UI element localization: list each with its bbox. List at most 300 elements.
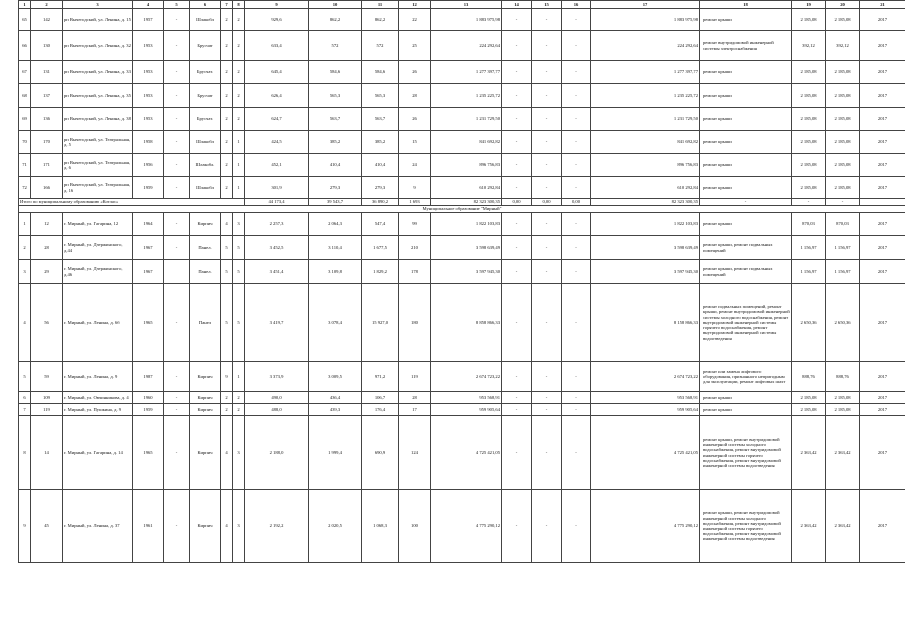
address-cell: рп Вычегодский, ул. Театральная, д. 6	[63, 154, 133, 177]
max-unit-cost-cell: 2 363,42	[826, 490, 860, 563]
year-cell: 2017	[860, 392, 905, 404]
column-number: 10	[309, 1, 362, 9]
wall-material-cell: Панел.	[190, 236, 221, 260]
address-cell: рп Вычегодский, ул. Ленина, д. 33	[63, 61, 133, 84]
wall-material-cell: Шлакобл	[190, 9, 221, 31]
col16-cell: -	[562, 392, 591, 404]
total-area-cell: 645,4	[245, 61, 309, 84]
max-unit-cost-cell: 2 650,36	[826, 284, 860, 362]
col14-cell: -	[502, 213, 532, 236]
col5-cell: -	[164, 213, 190, 236]
total-cost-cell: 1 822 103,83	[431, 213, 502, 236]
residents-cell: 99	[399, 213, 431, 236]
col16-cell: -	[562, 154, 591, 177]
max-unit-cost-cell: 392,12	[826, 31, 860, 61]
nonresidential-area-cell: 572	[362, 31, 399, 61]
living-area-cell: 279,3	[309, 177, 362, 199]
nonresidential-area-cell: 385,2	[362, 131, 399, 154]
nonresidential-area-cell: 279,3	[362, 177, 399, 199]
year-cell: 2017	[860, 362, 905, 392]
total-area-cell: 3 419,7	[245, 284, 309, 362]
col16-cell: -	[562, 31, 591, 61]
max-unit-cost-cell: 1 156,97	[826, 236, 860, 260]
total-area-cell: 929,6	[245, 9, 309, 31]
col5-cell	[164, 260, 190, 284]
column-number: 19	[792, 1, 826, 9]
build-year-cell: 1965	[133, 284, 164, 362]
wall-material-cell: Кирпич	[190, 362, 221, 392]
unit-cost-cell: 2 185,08	[792, 9, 826, 31]
address-cell: рп Вычегодский, ул. Ленина, д. 32	[63, 31, 133, 61]
table-row	[19, 284, 905, 362]
house-id-cell: 137	[31, 84, 63, 108]
wall-material-cell: Панел	[190, 284, 221, 362]
table-row	[19, 31, 905, 61]
living-area-cell: 436,4	[309, 392, 362, 404]
col16-cell: -	[562, 490, 591, 563]
owner-funds-cell: 1 231 729,50	[591, 108, 700, 131]
work-type-cell: ремонт крыши, ремонт подвальных помещений	[700, 236, 792, 260]
floors-cell: 2	[221, 131, 233, 154]
work-type-cell: ремонт крыши	[700, 61, 792, 84]
living-area-cell: 584,6	[309, 61, 362, 84]
col15-cell: -	[532, 284, 562, 362]
total-res-cell: 1 693	[399, 199, 431, 206]
entrances-cell: 5	[233, 284, 245, 362]
floors-cell: 2	[221, 31, 233, 61]
entrances-cell: 3	[233, 490, 245, 563]
total-cost-cell: 8 858 866,33	[431, 284, 502, 362]
owner-funds-cell: 1 883 975,98	[591, 9, 700, 31]
col14-cell: -	[502, 177, 532, 199]
work-type-cell: ремонт крыши	[700, 154, 792, 177]
col15-cell: -	[532, 213, 562, 236]
living-area-cell: 862,2	[309, 9, 362, 31]
house-id-cell: 59	[31, 362, 63, 392]
municipality-total-row	[19, 199, 905, 206]
house-id-cell: 130	[31, 31, 63, 61]
unit-cost-cell: 392,12	[792, 31, 826, 61]
table-row	[19, 154, 905, 177]
house-id-cell: 28	[31, 236, 63, 260]
column-number: 6	[190, 1, 221, 9]
max-unit-cost-cell: 888,76	[826, 362, 860, 392]
house-id-cell: 166	[31, 177, 63, 199]
year-cell: 2017	[860, 154, 905, 177]
col5-cell: -	[164, 154, 190, 177]
row-number-cell: 66	[19, 31, 31, 61]
owner-funds-cell: 841 692,82	[591, 131, 700, 154]
col15-cell: -	[532, 416, 562, 490]
total-cost-cell: 610 292,84	[431, 177, 502, 199]
col16-cell: -	[562, 108, 591, 131]
total-work-cell: -	[700, 199, 792, 206]
work-type-cell: ремонт крыши, ремонт внутридомовой инженерной системы холодного водоснабжения, ремонт внутридомовой инженерной системы горячего водоснабжения, ремонт внутридомовой инженерной системы водоотведения	[700, 490, 792, 563]
col14-cell: -	[502, 392, 532, 404]
col14-cell: -	[502, 236, 532, 260]
max-unit-cost-cell: 2 185,08	[826, 9, 860, 31]
table-row	[19, 416, 905, 490]
total-area-cell: 624,7	[245, 108, 309, 131]
address-cell: г. Мирный, ул. Овчинникова, д. 4	[63, 392, 133, 404]
wall-material-cell: Брусчат	[190, 84, 221, 108]
address-cell: рп Вычегодский, ул. Театральная, д. 16	[63, 177, 133, 199]
house-id-cell: 136	[31, 108, 63, 131]
unit-cost-cell: 2 185,08	[792, 404, 826, 416]
col5-cell: -	[164, 404, 190, 416]
column-number: 17	[591, 1, 700, 9]
floors-cell: 4	[221, 490, 233, 563]
col15-cell: -	[532, 108, 562, 131]
table-row	[19, 260, 905, 284]
col16-cell: -	[562, 260, 591, 284]
house-id-cell: 131	[31, 61, 63, 84]
living-area-cell: 3 009,5	[309, 362, 362, 392]
nonresidential-area-cell: 1 829,2	[362, 260, 399, 284]
max-unit-cost-cell: 1 156,97	[826, 260, 860, 284]
row-number-cell: 72	[19, 177, 31, 199]
work-type-cell: ремонт крыши	[700, 404, 792, 416]
work-type-cell: ремонт крыши	[700, 177, 792, 199]
residents-cell: 25	[399, 31, 431, 61]
floors-cell: 2	[221, 154, 233, 177]
column-number: 9	[245, 1, 309, 9]
address-cell: рп Вычегодский, ул. Ленина, д. 38	[63, 108, 133, 131]
residents-cell: 28	[399, 392, 431, 404]
floors-cell: 5	[221, 260, 233, 284]
column-number: 14	[502, 1, 532, 9]
unit-cost-cell: 2 185,08	[792, 84, 826, 108]
max-unit-cost-cell: 2 185,08	[826, 154, 860, 177]
col14-cell: -	[502, 61, 532, 84]
wall-material-cell: Панел.	[190, 260, 221, 284]
row-number-cell: 68	[19, 84, 31, 108]
col14-cell: -	[502, 84, 532, 108]
col16-cell: -	[562, 177, 591, 199]
col15-cell: -	[532, 154, 562, 177]
nonresidential-area-cell: 176,4	[362, 404, 399, 416]
residents-cell: 15	[399, 131, 431, 154]
total-c19-cell: -	[792, 199, 826, 206]
col5-cell: -	[164, 31, 190, 61]
total-area-cell: 452,1	[245, 154, 309, 177]
max-unit-cost-cell: 2 363,42	[826, 416, 860, 490]
nonresidential-area-cell: 410,4	[362, 154, 399, 177]
entrances-cell: 2	[233, 61, 245, 84]
table-row	[19, 490, 905, 563]
table-row	[19, 392, 905, 404]
column-number: 4	[133, 1, 164, 9]
municipality-title-row	[19, 206, 905, 213]
column-number: 12	[399, 1, 431, 9]
work-type-cell: ремонт крыши, ремонт подвальных помещений	[700, 260, 792, 284]
work-type-cell: ремонт крыши, ремонт внутридомовой инженерной системы холодного водоснабжения, ремонт внутридомовой инженерной системы горячего водоснабжения, ремонт внутридомовой инженерной системы водоотведения	[700, 416, 792, 490]
col5-cell: -	[164, 392, 190, 404]
work-type-cell: ремонт крыши	[700, 108, 792, 131]
total-area-cell: 3 373,9	[245, 362, 309, 392]
build-year-cell: 1960	[133, 392, 164, 404]
col14-cell: -	[502, 9, 532, 31]
work-type-cell: ремонт крыши	[700, 84, 792, 108]
year-cell: 2017	[860, 131, 905, 154]
build-year-cell: 1987	[133, 362, 164, 392]
row-number-cell: 2	[19, 236, 31, 260]
floors-cell: 2	[221, 404, 233, 416]
house-id-cell: 119	[31, 404, 63, 416]
table-row	[19, 61, 905, 84]
year-cell: 2017	[860, 108, 905, 131]
total-a3-cell: 36 890,2	[362, 199, 399, 206]
owner-funds-cell: 3 597 945,30	[591, 260, 700, 284]
table-row	[19, 84, 905, 108]
residents-cell: 100	[399, 490, 431, 563]
unit-cost-cell: 2 185,08	[792, 177, 826, 199]
col16-cell: -	[562, 404, 591, 416]
floors-cell: 4	[221, 213, 233, 236]
col15-cell: -	[532, 260, 562, 284]
col14-cell: -	[502, 260, 532, 284]
address-cell: рп Вычегодский, ул. Театральная, д. 5	[63, 131, 133, 154]
work-type-cell: ремонт крыши	[700, 9, 792, 31]
column-number: 20	[826, 1, 860, 9]
max-unit-cost-cell: 2 185,08	[826, 392, 860, 404]
total-c14-cell: 0,00	[502, 199, 532, 206]
col14-cell: -	[502, 416, 532, 490]
wall-material-cell: Кирпич	[190, 213, 221, 236]
build-year-cell: 1959	[133, 404, 164, 416]
total-area-cell: 488,0	[245, 404, 309, 416]
total-cost-cell: 224 292,64	[431, 31, 502, 61]
column-number: 5	[164, 1, 190, 9]
total-area-cell: 3 451,4	[245, 260, 309, 284]
year-cell: 2017	[860, 236, 905, 260]
total-cost-cell: 4 775 290,12	[431, 490, 502, 563]
total-year-cell	[860, 199, 905, 206]
col15-cell: -	[532, 392, 562, 404]
col15-cell: -	[532, 31, 562, 61]
total-c16-cell: 0,00	[562, 199, 591, 206]
total-area-cell: 2 188,0	[245, 416, 309, 490]
nonresidential-area-cell: 1 677,5	[362, 236, 399, 260]
max-unit-cost-cell: 2 185,08	[826, 131, 860, 154]
wall-material-cell: Шлакобл	[190, 131, 221, 154]
col15-cell: -	[532, 177, 562, 199]
living-area-cell: 2 020,5	[309, 490, 362, 563]
max-unit-cost-cell: 2 185,08	[826, 177, 860, 199]
col16-cell: -	[562, 284, 591, 362]
entrances-cell: 1	[233, 362, 245, 392]
residents-cell: 26	[399, 61, 431, 84]
col15-cell: -	[532, 9, 562, 31]
address-cell: рп Вычегодский, ул. Ленина, д. 15	[63, 9, 133, 31]
col16-cell: -	[562, 236, 591, 260]
table-row	[19, 177, 905, 199]
work-type-cell: ремонт внутридомовой инженерной системы электроснабжения	[700, 31, 792, 61]
wall-material-cell: Кирпич	[190, 416, 221, 490]
total-cost-cell: 4 725 421,05	[431, 416, 502, 490]
address-cell: рп Вычегодский, ул. Ленина, д. 35	[63, 84, 133, 108]
col14-cell: -	[502, 108, 532, 131]
residents-cell: 9	[399, 177, 431, 199]
row-number-cell: 8	[19, 416, 31, 490]
living-area-cell: 3 109,8	[309, 260, 362, 284]
year-cell: 2017	[860, 260, 905, 284]
build-year-cell: 1958	[133, 131, 164, 154]
work-type-cell: ремонт крыши	[700, 131, 792, 154]
entrances-cell: 2	[233, 9, 245, 31]
row-number-cell: 7	[19, 404, 31, 416]
total-area-cell: 490,0	[245, 392, 309, 404]
build-year-cell: 1964	[133, 213, 164, 236]
entrances-cell: 1	[233, 154, 245, 177]
table-row	[19, 9, 905, 31]
column-number: 2	[31, 1, 63, 9]
col5-cell: -	[164, 416, 190, 490]
col5-cell: -	[164, 84, 190, 108]
year-cell: 2017	[860, 213, 905, 236]
owner-funds-cell: 1 277 397,77	[591, 61, 700, 84]
col14-cell: -	[502, 131, 532, 154]
total-cost-cell: 1 883 975,98	[431, 9, 502, 31]
residents-cell: 210	[399, 236, 431, 260]
residents-cell: 119	[399, 362, 431, 392]
col15-cell: -	[532, 362, 562, 392]
living-area-cell: 572	[309, 31, 362, 61]
living-area-cell: 410,4	[309, 154, 362, 177]
repair-register-table	[18, 0, 905, 563]
column-number: 1	[19, 1, 31, 9]
max-unit-cost-cell: 2 185,08	[826, 84, 860, 108]
col5-cell: -	[164, 236, 190, 260]
max-unit-cost-cell: 2 185,08	[826, 108, 860, 131]
col16-cell: -	[562, 131, 591, 154]
total-a2-cell: 39 543,7	[309, 199, 362, 206]
floors-cell: 2	[221, 392, 233, 404]
total-c15-cell: 0,00	[532, 199, 562, 206]
unit-cost-cell: 2 363,42	[792, 490, 826, 563]
total-cost-cell: 953 568,91	[431, 392, 502, 404]
residents-cell: 28	[399, 84, 431, 108]
row-number-cell: 67	[19, 61, 31, 84]
address-cell: г. Мирный, ул. Дзержинского, д.46	[63, 260, 133, 284]
total-cost-cell: 1 231 729,50	[431, 108, 502, 131]
nonresidential-area-cell: 862,2	[362, 9, 399, 31]
col16-cell: -	[562, 84, 591, 108]
house-id-cell: 56	[31, 284, 63, 362]
floors-cell: 5	[221, 236, 233, 260]
total-label: Итого по муниципальному образованию «Котлас»	[19, 199, 245, 206]
total-area-cell: 633,4	[245, 31, 309, 61]
total-area-cell: 424,5	[245, 131, 309, 154]
row-number-cell: 9	[19, 490, 31, 563]
nonresidential-area-cell: 106,7	[362, 392, 399, 404]
residents-cell: 24	[399, 154, 431, 177]
col5-cell: -	[164, 490, 190, 563]
nonresidential-area-cell: 563,7	[362, 108, 399, 131]
table-body	[19, 1, 905, 563]
owner-funds-cell: 953 568,91	[591, 392, 700, 404]
owner-funds-cell: 896 756,83	[591, 154, 700, 177]
owner-funds-cell: 4 775 290,12	[591, 490, 700, 563]
column-number: 15	[532, 1, 562, 9]
entrances-cell: 5	[233, 260, 245, 284]
residents-cell: 22	[399, 9, 431, 31]
wall-material-cell: Брусчат.	[190, 108, 221, 131]
entrances-cell: 2	[233, 404, 245, 416]
build-year-cell: 1953	[133, 61, 164, 84]
house-id-cell: 14	[31, 416, 63, 490]
floors-cell: 9	[221, 362, 233, 392]
total-a1-cell: 44 173,4	[245, 199, 309, 206]
column-number: 18	[700, 1, 792, 9]
unit-cost-cell: 2 185,08	[792, 154, 826, 177]
row-number-cell: 71	[19, 154, 31, 177]
floors-cell: 5	[221, 284, 233, 362]
column-number: 11	[362, 1, 399, 9]
col15-cell: -	[532, 84, 562, 108]
col15-cell: -	[532, 61, 562, 84]
floors-cell: 2	[221, 84, 233, 108]
table-row	[19, 131, 905, 154]
nonresidential-area-cell: 565,3	[362, 84, 399, 108]
year-cell: 2017	[860, 84, 905, 108]
col16-cell: -	[562, 213, 591, 236]
residents-cell: 26	[399, 108, 431, 131]
living-area-cell: 565,3	[309, 84, 362, 108]
column-number: 13	[431, 1, 502, 9]
nonresidential-area-cell: 971,2	[362, 362, 399, 392]
work-type-cell: ремонт или замена лифтового оборудования, признанного непригодным для эксплуатации, ремонт лифтовых шахт	[700, 362, 792, 392]
owner-funds-cell: 4 725 421,05	[591, 416, 700, 490]
entrances-cell: 2	[233, 31, 245, 61]
total-c17-cell: 82 323 300,35	[591, 199, 700, 206]
column-number: 7	[221, 1, 233, 9]
nonresidential-area-cell: 690,9	[362, 416, 399, 490]
address-cell: г. Мирный, ул. Гагарина, д. 14	[63, 416, 133, 490]
total-area-cell: 2 192,2	[245, 490, 309, 563]
row-number-cell: 1	[19, 213, 31, 236]
address-cell: г. Мирный, ул. Дзержинского, д.44	[63, 236, 133, 260]
unit-cost-cell: 1 156,97	[792, 260, 826, 284]
municipality-title: Муниципальное образование "Мирный"	[19, 206, 905, 213]
floors-cell: 2	[221, 108, 233, 131]
build-year-cell: 1967	[133, 236, 164, 260]
residents-cell: 180	[399, 284, 431, 362]
table-row	[19, 362, 905, 392]
work-type-cell: ремонт подвальных помещений, ремонт крыши, ремонт внутридомовой инженерной системы холодного водоснабжения, ремонт внутридомовой инженерной системы горячего водоснабжения, ремонт внутридомовой инженерной системы водоотведения	[700, 284, 792, 362]
residents-cell: 124	[399, 416, 431, 490]
unit-cost-cell: 888,76	[792, 362, 826, 392]
total-cost-cell: 1 277 397,77	[431, 61, 502, 84]
living-area-cell: 3 110,4	[309, 236, 362, 260]
col15-cell: -	[532, 131, 562, 154]
residents-cell: 17	[399, 404, 431, 416]
build-year-cell: 1953	[133, 84, 164, 108]
build-year-cell: 1953	[133, 31, 164, 61]
house-id-cell: 12	[31, 213, 63, 236]
entrances-cell: 2	[233, 392, 245, 404]
entrances-cell: 3	[233, 416, 245, 490]
col14-cell: -	[502, 362, 532, 392]
house-id-cell: 29	[31, 260, 63, 284]
build-year-cell: 1959	[133, 177, 164, 199]
build-year-cell: 1965	[133, 416, 164, 490]
living-area-cell: 385,2	[309, 131, 362, 154]
year-cell: 2017	[860, 31, 905, 61]
living-area-cell: 3 078,4	[309, 284, 362, 362]
total-area-cell: 301,9	[245, 177, 309, 199]
col5-cell: -	[164, 362, 190, 392]
